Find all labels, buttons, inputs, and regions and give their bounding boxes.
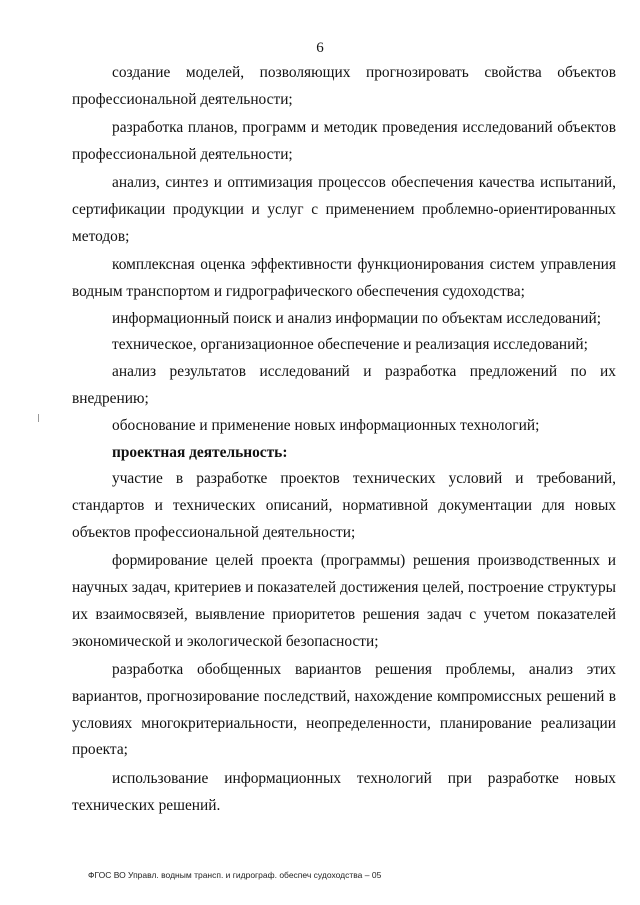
margin-mark [38, 414, 39, 422]
section-heading: проектная деятельность: [112, 443, 288, 461]
paragraph-item: информационный поиск и анализ информации по объектам исследований; [112, 309, 601, 327]
page-footer: ФГОС ВО Управл. водным трансп. и гидрограф. обеспеч судоходства – 05 [88, 870, 382, 880]
paragraph-item: комплексная оценка эффективности функционирования систем управления водным транспортом и гидрографического обеспечения судоходства; [72, 256, 616, 300]
paragraph-item: участие в разработке проектов технических условий и требований, стандартов и технических описаний, нормативной документации для новых объектов профессиональной деятельности; [72, 470, 616, 542]
paragraph-item: разработка обобщенных вариантов решения проблемы, анализ этих вариантов, прогнозирование последствий, нахождение компромиссных решений в условиях многокритериальности, неопределенности, планирование реализации проекта; [72, 661, 616, 759]
document-body [72, 60, 616, 819]
paragraph-item: анализ, синтез и оптимизация процессов обеспечения качества испытаний, сертификации продукции и услуг с применением проблемно-ориентированных методов; [72, 174, 616, 245]
paragraph-item: обоснование и применение новых информационных технологий; [112, 416, 540, 434]
page-number: 6 [316, 40, 324, 56]
paragraph-item: анализ результатов исследований и разработка предложений по их внедрению; [72, 363, 616, 408]
paragraph-item: формирование целей проекта (программы) решения производственных и научных задач, критериев и показателей достижения целей, построение структуры их взаимосвязей, выявление приоритетов решения задач с учетом показателей экономической и экологической безопасности; [72, 552, 616, 650]
paragraph-item: техническое, организационное обеспечение и реализация исследований; [112, 336, 588, 354]
paragraph-item: создание моделей, позволяющих прогнозировать свойства объектов профессиональной деятельности; [72, 64, 616, 108]
paragraph-item: использование информационных технологий при разработке новых технических решений. [72, 769, 616, 814]
paragraph-item: разработка планов, программ и методик проведения исследований объектов профессиональной деятельности; [72, 119, 616, 163]
